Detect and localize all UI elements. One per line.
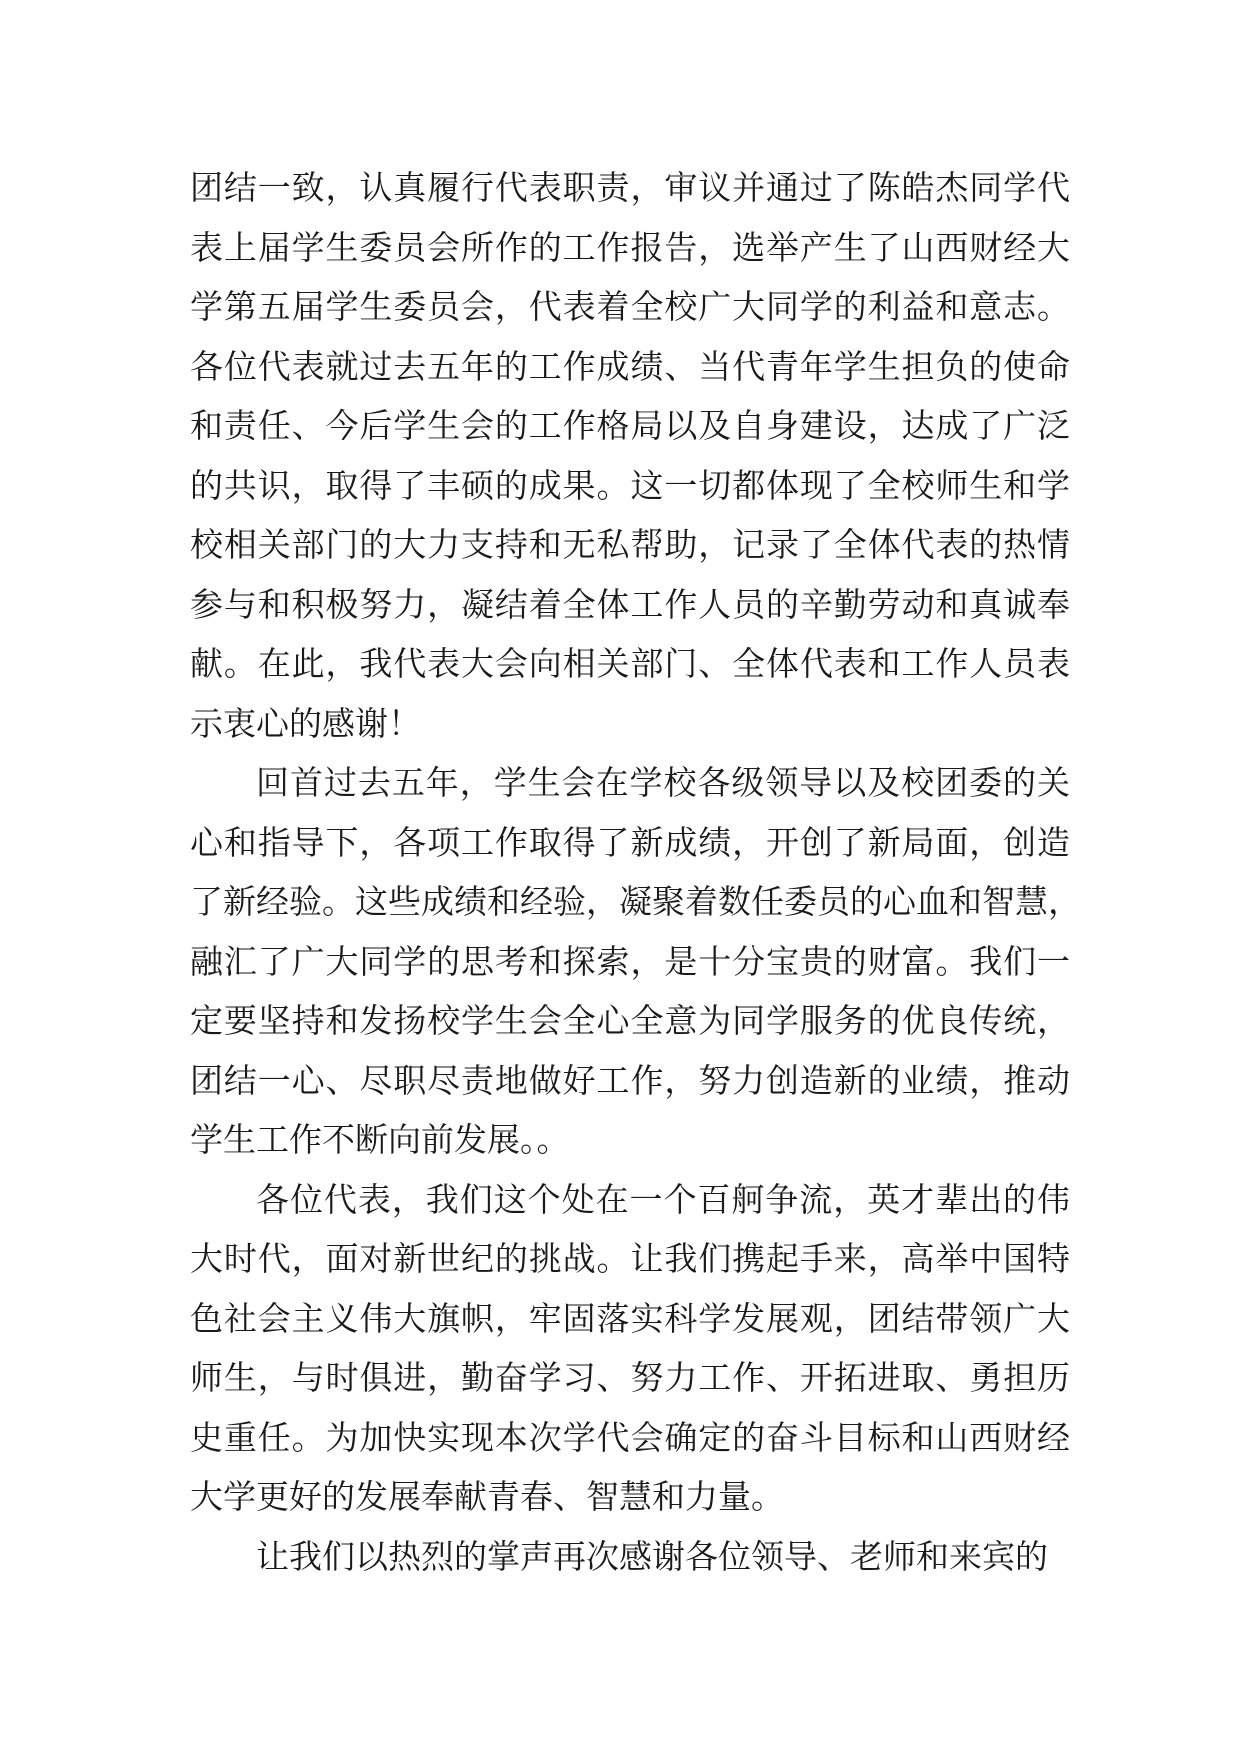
text-line: 示衷心的感谢！ bbox=[190, 703, 421, 743]
text-line: 各位代表就过去五年的工作成绩、当代青年学生担负的使命 bbox=[190, 346, 1070, 386]
text-line: 学第五届学生委员会，代表着全校广大同学的利益和意志。 bbox=[190, 287, 1070, 326]
text-line: 色社会主义伟大旗帜，牢固落实科学发展观，团结带领广大 bbox=[190, 1298, 1070, 1338]
text-line: 的共识，取得了丰硕的成果。这一切都体现了全校师生和学 bbox=[190, 465, 1070, 505]
text-line: 融汇了广大同学的思考和探索，是十分宝贵的财富。我们一 bbox=[190, 941, 1070, 981]
text-line: 团结一致，认真履行代表职责，审议并通过了陈皓杰同学代 bbox=[190, 168, 1070, 207]
text-line: 学生工作不断向前发展。。 bbox=[190, 1120, 570, 1159]
text-line: 了新经验。这些成绩和经验，凝聚着数任委员的心血和智慧， bbox=[190, 882, 1081, 921]
body-text bbox=[190, 158, 1081, 1586]
text-line: 校相关部门的大力支持和无私帮助，记录了全体代表的热情 bbox=[190, 525, 1070, 564]
paragraph-first-line: 让我们以热烈的掌声再次感谢各位领导、老师和来宾的 bbox=[256, 1536, 1048, 1576]
text-line: 表上届学生委员会所作的工作报告，选举产生了山西财经大 bbox=[190, 227, 1070, 267]
text-line: 献。在此，我代表大会向相关部门、全体代表和工作人员表 bbox=[190, 644, 1070, 683]
text-line: 心和指导下，各项工作取得了新成绩，开创了新局面，创造 bbox=[190, 822, 1070, 862]
text-line: 和责任、今后学生会的工作格局以及自身建设，达成了广泛 bbox=[190, 406, 1070, 445]
text-line: 师生，与时俱进，勤奋学习、努力工作、开拓进取、勇担历 bbox=[190, 1358, 1070, 1397]
paragraph-first-line: 回首过去五年，学生会在学校各级领导以及校团委的关 bbox=[256, 763, 1070, 802]
text-line: 定要坚持和发扬校学生会全心全意为同学服务的优良传统， bbox=[190, 1001, 1070, 1040]
paragraph-first-line: 各位代表，我们这个处在一个百舸争流，英才辈出的伟 bbox=[256, 1179, 1070, 1219]
text-line: 大时代，面对新世纪的挑战。让我们携起手来，高举中国特 bbox=[190, 1239, 1070, 1278]
text-line: 大学更好的发展奉献青春、智慧和力量。 bbox=[190, 1477, 784, 1516]
text-line: 史重任。为加快实现本次学代会确定的奋斗目标和山西财经 bbox=[190, 1417, 1070, 1457]
text-line: 团结一心、尽职尽责地做好工作，努力创造新的业绩，推动 bbox=[190, 1060, 1070, 1100]
text-line: 参与和积极努力，凝结着全体工作人员的辛勤劳动和真诚奉 bbox=[190, 584, 1070, 624]
